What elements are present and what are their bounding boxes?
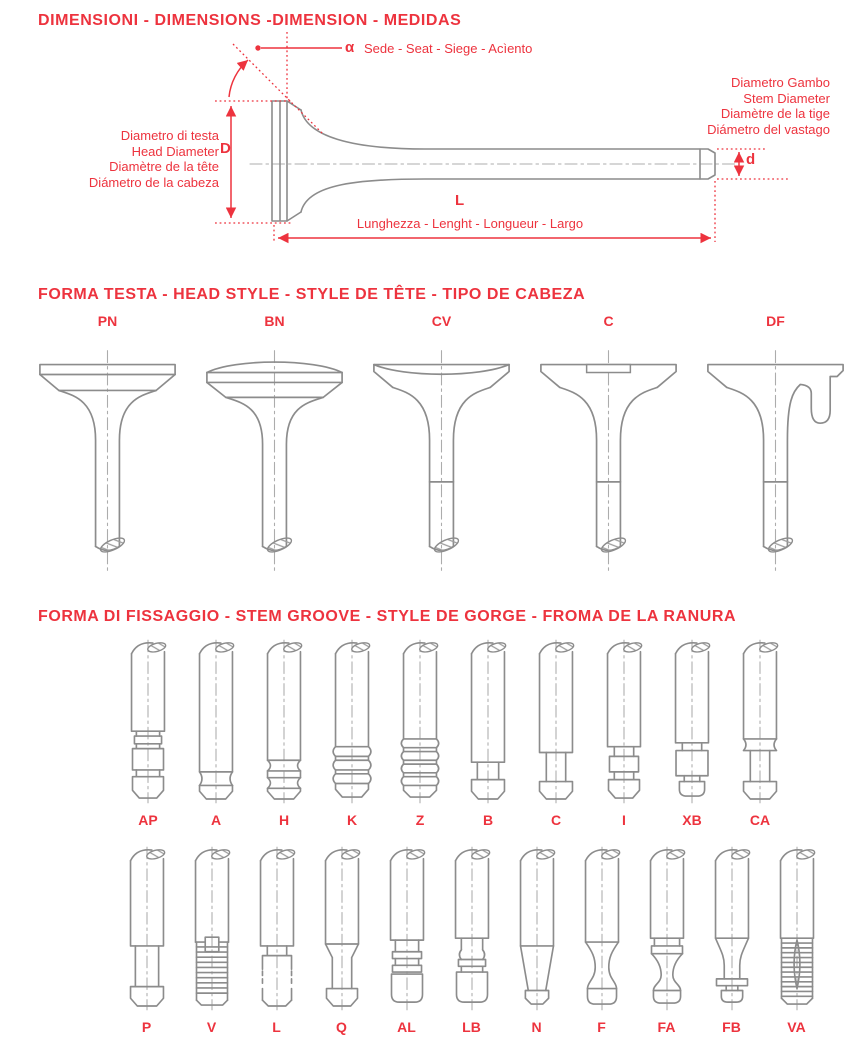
head-style-label: DF bbox=[766, 313, 785, 329]
stem-diameter-line: Diamètre de la tige bbox=[720, 106, 830, 121]
stem-groove-label: C bbox=[550, 812, 562, 828]
stem-groove-figure-a bbox=[185, 638, 247, 805]
stem-groove-label: A bbox=[210, 812, 222, 828]
stem-groove-figure-v bbox=[181, 845, 243, 1012]
head-style-figure-df bbox=[692, 334, 859, 584]
stem-groove-label: L bbox=[272, 1019, 281, 1035]
stem-groove-figure-h bbox=[253, 638, 315, 805]
stem-groove-cell-f bbox=[569, 845, 634, 1036]
stem-groove-cell-l bbox=[244, 845, 309, 1036]
head-diameter-letter: D bbox=[220, 140, 231, 157]
stem-groove-cell-p bbox=[114, 845, 179, 1036]
stem-groove-cell-lb bbox=[439, 845, 504, 1036]
head-diameter-line: Diamètre de la tête bbox=[109, 159, 219, 174]
stem-groove-cell-ca bbox=[726, 638, 794, 829]
head-style-cell-pn bbox=[24, 312, 191, 584]
stem-groove-figure-xb bbox=[661, 638, 723, 805]
seat-label: Sede - Seat - Siege - Acìento bbox=[364, 41, 533, 56]
stem-groove-figure-b bbox=[457, 638, 519, 805]
head-style-figure-pn bbox=[24, 334, 191, 584]
stem-groove-cell-xb bbox=[658, 638, 726, 829]
stem-groove-cell-i bbox=[590, 638, 658, 829]
stem-groove-label: CA bbox=[749, 812, 771, 828]
head-style-section-title: FORMA TESTA - HEAD STYLE - STYLE DE TÊTE - TIPO DE CABEZA bbox=[38, 286, 586, 303]
stem-groove-label: N bbox=[531, 1019, 542, 1035]
stem-groove-cell-z bbox=[386, 638, 454, 829]
length-letter: L bbox=[455, 192, 465, 209]
stem-groove-cell-b bbox=[454, 638, 522, 829]
length-label: Lunghezza - Lenght - Longueur - Largo bbox=[356, 216, 584, 231]
stem-diameter-line: Stem Diameter bbox=[743, 90, 830, 106]
stem-groove-cell-al bbox=[374, 845, 439, 1036]
head-style-label: BN bbox=[264, 313, 285, 329]
stem-groove-figure-al bbox=[376, 845, 438, 1012]
stem-groove-label: LB bbox=[462, 1019, 481, 1035]
stem-groove-label: F bbox=[597, 1019, 606, 1035]
stem-groove-figure-p bbox=[116, 845, 178, 1012]
stem-groove-cell-q bbox=[309, 845, 374, 1036]
stem-groove-label: B bbox=[482, 812, 494, 828]
stem-groove-label: I bbox=[622, 812, 626, 828]
stem-groove-label: FB bbox=[722, 1019, 741, 1035]
head-diameter-line: Diámetro de la cabeza bbox=[88, 174, 219, 190]
stem-diameter-line: Diametro Gambo bbox=[731, 75, 830, 90]
dimensions-section-title: DIMENSIONI - DIMENSIONS -DIMENSION - MEDIDAS bbox=[38, 12, 462, 29]
head-style-label: C bbox=[603, 313, 614, 329]
stem-diameter-letter: d bbox=[746, 151, 756, 168]
stem-groove-cell-a bbox=[182, 638, 250, 829]
stem-groove-label: AL bbox=[397, 1019, 416, 1035]
head-diameter-labels bbox=[39, 128, 219, 190]
stem-groove-cell-h bbox=[250, 638, 318, 829]
stem-groove-figure-ap bbox=[117, 638, 179, 805]
stem-groove-cell-v bbox=[179, 845, 244, 1036]
stem-groove-label: Q bbox=[336, 1019, 347, 1035]
head-style-figure-c bbox=[525, 334, 692, 584]
stem-groove-figure-q bbox=[311, 845, 373, 1012]
head-style-cell-c bbox=[525, 312, 692, 584]
head-diameter-line: Diametro di testa bbox=[120, 128, 219, 143]
head-style-figure-cv bbox=[358, 334, 525, 584]
stem-groove-cell-fa bbox=[634, 845, 699, 1036]
stem-groove-figure-i bbox=[593, 638, 655, 805]
head-style-label: CV bbox=[431, 313, 452, 329]
stem-groove-figure-k bbox=[321, 638, 383, 805]
stem-groove-cell-fb bbox=[699, 845, 764, 1036]
stem-groove-figure-va bbox=[766, 845, 828, 1012]
stem-groove-figure-fa bbox=[636, 845, 698, 1012]
stem-groove-figure-f bbox=[571, 845, 633, 1012]
stem-groove-label: V bbox=[206, 1019, 217, 1035]
stem-groove-figure-fb bbox=[701, 845, 763, 1012]
head-style-cell-df bbox=[692, 312, 859, 584]
head-diameter-line: Head Diameter bbox=[131, 143, 219, 159]
head-style-figures bbox=[24, 312, 859, 584]
stem-groove-section-title: FORMA DI FISSAGGIO - STEM GROOVE - STYLE DE GORGE - FROMA DE LA RANURA bbox=[38, 608, 737, 625]
head-style-label: PN bbox=[97, 313, 118, 329]
stem-groove-figure-l bbox=[246, 845, 308, 1012]
stem-groove-label: P bbox=[141, 1019, 152, 1035]
stem-groove-cell-n bbox=[504, 845, 569, 1036]
stem-groove-label: AP bbox=[138, 812, 158, 828]
stem-groove-figures-row1 bbox=[114, 638, 794, 829]
stem-groove-cell-k bbox=[318, 638, 386, 829]
head-style-cell-cv bbox=[358, 312, 525, 584]
stem-groove-label: Z bbox=[415, 812, 425, 828]
stem-groove-figures-row2 bbox=[114, 845, 829, 1036]
stem-groove-label: K bbox=[346, 812, 358, 828]
stem-groove-cell-va bbox=[764, 845, 829, 1036]
stem-groove-label: H bbox=[278, 812, 290, 828]
stem-groove-label: XB bbox=[682, 812, 702, 828]
seat-angle-symbol: α bbox=[345, 39, 355, 56]
stem-groove-figure-z bbox=[389, 638, 451, 805]
stem-groove-label: FA bbox=[657, 1019, 676, 1035]
stem-groove-label: VA bbox=[787, 1019, 806, 1035]
stem-groove-figure-ca bbox=[729, 638, 791, 805]
stem-diameter-line: Diámetro del vastago bbox=[707, 121, 830, 137]
head-style-figure-bn bbox=[191, 334, 358, 584]
stem-groove-cell-ap bbox=[114, 638, 182, 829]
stem-groove-figure-lb bbox=[441, 845, 503, 1012]
stem-groove-figure-n bbox=[506, 845, 568, 1012]
stem-diameter-labels bbox=[630, 75, 830, 137]
stem-groove-figure-c bbox=[525, 638, 587, 805]
stem-groove-cell-c bbox=[522, 638, 590, 829]
head-style-cell-bn bbox=[191, 312, 358, 584]
